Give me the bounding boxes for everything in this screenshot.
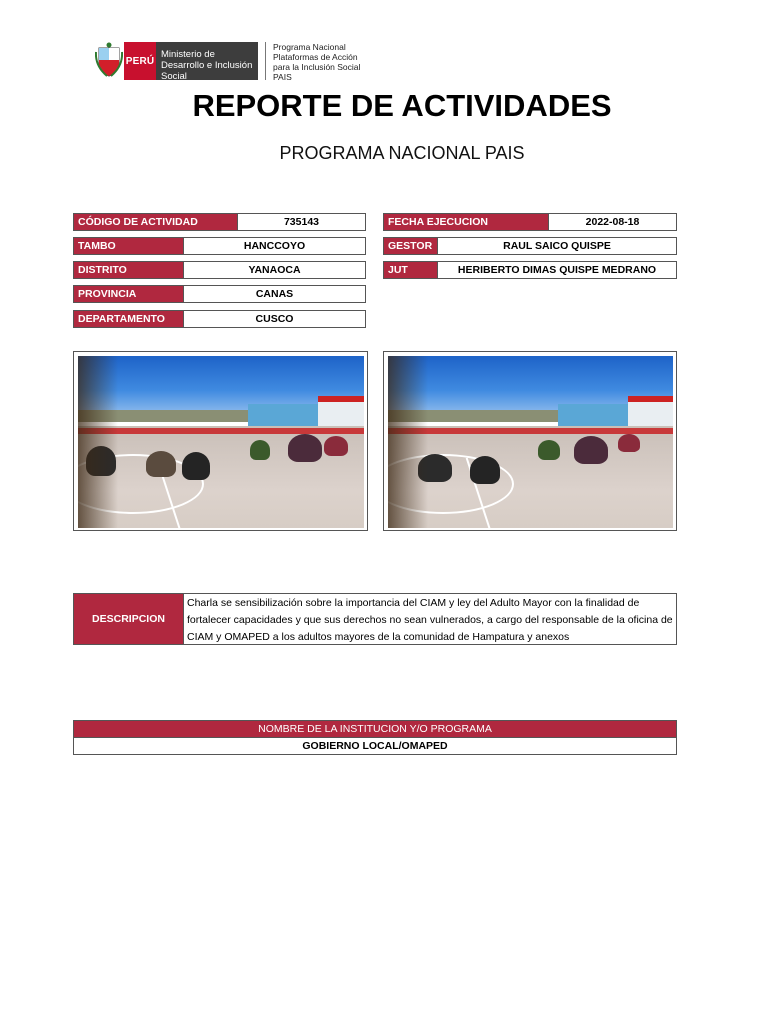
- fecha-label: FECHA EJECUCION: [383, 213, 549, 231]
- jut-label: JUT: [383, 261, 438, 279]
- distrito-label: DISTRITO: [73, 261, 184, 279]
- tambo-value: HANCCOYO: [183, 237, 366, 255]
- jut-value: HERIBERTO DIMAS QUISPE MEDRANO: [437, 261, 677, 279]
- institution-value: GOBIERNO LOCAL/OMAPED: [73, 737, 677, 755]
- departamento-label: DEPARTAMENTO: [73, 310, 184, 328]
- codigo-value: 735143: [237, 213, 366, 231]
- fecha-value: 2022-08-18: [548, 213, 677, 231]
- page-subtitle: PROGRAMA NACIONAL PAIS: [279, 143, 525, 163]
- description-text: Charla se sensibilización sobre la importancia del CIAM y ley del Adulto Mayor con la finalidad de fortalecer capacidades y que sus derechos no sean vulnerados, a cargo del responsable de la oficina de CIAM y OMAPED a los adultos mayores de la comunidad de Hampatura y anexos: [183, 593, 677, 645]
- gestor-label: GESTOR: [383, 237, 438, 255]
- codigo-label: CÓDIGO DE ACTIVIDAD: [73, 213, 238, 231]
- gestor-value: RAUL SAICO QUISPE: [437, 237, 677, 255]
- photo-frame-2: [383, 351, 677, 531]
- peru-coat-of-arms-icon: [95, 42, 123, 78]
- description-label: DESCRIPCION: [73, 593, 184, 645]
- activity-photo-2: [388, 356, 673, 528]
- tambo-label: TAMBO: [73, 237, 184, 255]
- photo-frame-1: [73, 351, 368, 531]
- activity-photo-1: [78, 356, 364, 528]
- provincia-value: CANAS: [183, 285, 366, 303]
- logo-peru: PERÚ: [124, 42, 156, 80]
- logo-ministry: Ministerio de Desarrollo e Inclusión Social: [156, 42, 258, 80]
- departamento-value: CUSCO: [183, 310, 366, 328]
- logo-divider: [265, 42, 266, 80]
- logo-program: Programa Nacional Plataformas de Acción para la Inclusión Social PAIS: [273, 42, 361, 82]
- distrito-value: YANAOCA: [183, 261, 366, 279]
- provincia-label: PROVINCIA: [73, 285, 184, 303]
- institution-header: NOMBRE DE LA INSTITUCION Y/O PROGRAMA: [73, 720, 677, 738]
- page-title: REPORTE DE ACTIVIDADES: [192, 88, 612, 123]
